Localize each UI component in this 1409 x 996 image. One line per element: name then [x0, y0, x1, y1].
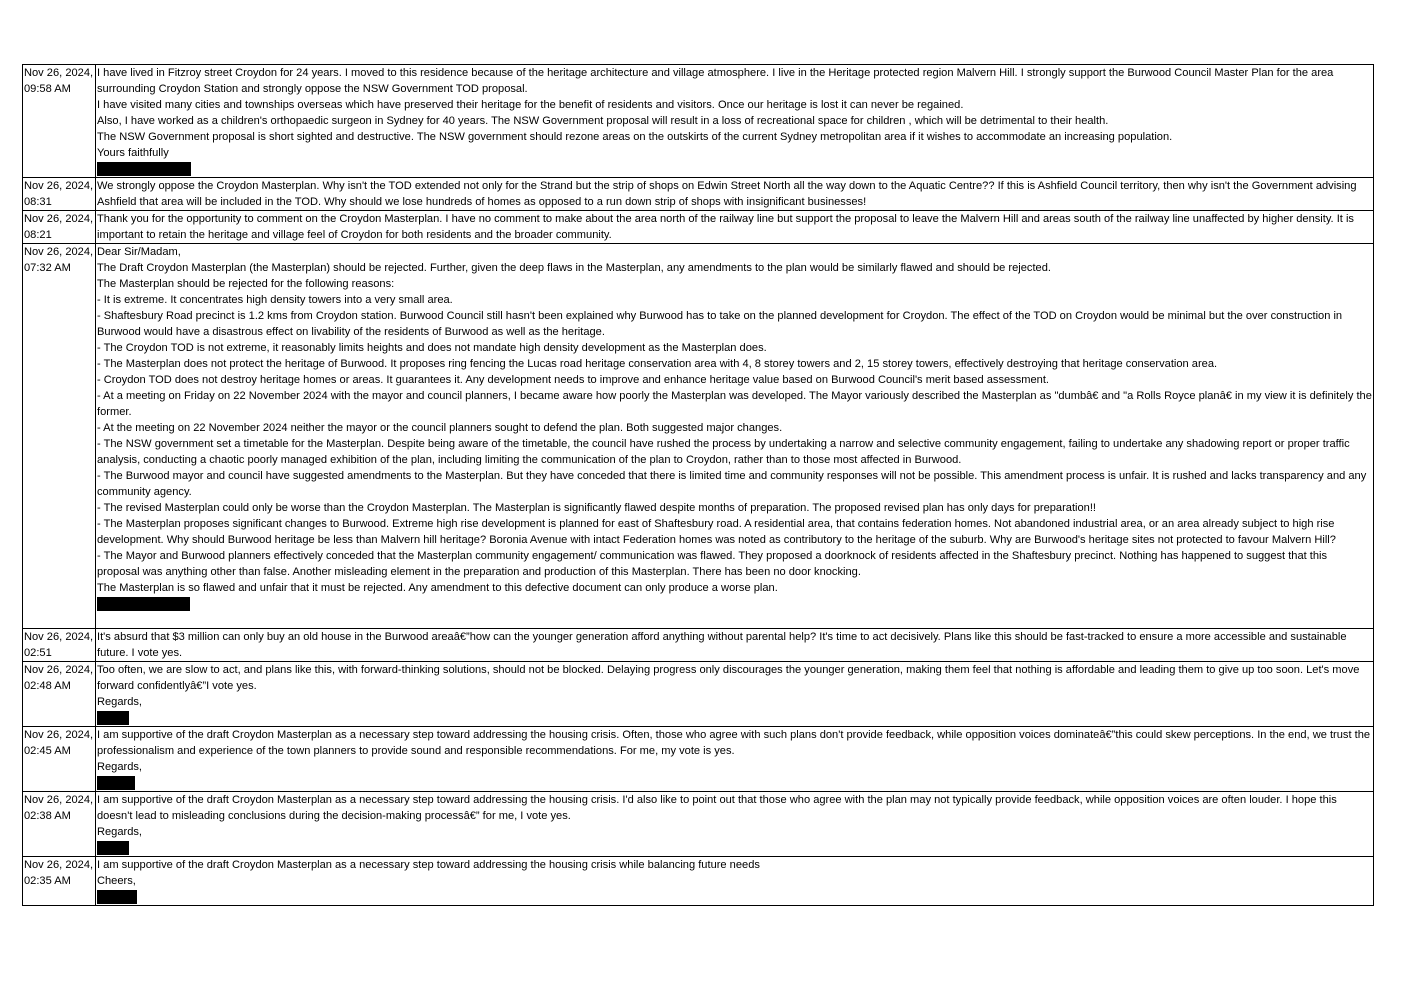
comment-line: Thank you for the opportunity to comment on the Croydon Masterplan. I have no comment to make about the area north of the railway line but support the proposal to leave the Malvern Hill and areas south of the railway line unaffected by higher density. It is important to retain the heritage and village feel of Croydon for both residents and the broader community. — [97, 213, 1354, 241]
comment-line: - The revised Masterplan could only be worse than the Croydon Masterplan. The Masterplan is significantly flawed despite months of preparation. The proposed revised plan has only days for preparation!! — [97, 502, 1096, 514]
redacted-name-block — [97, 711, 129, 725]
submissions-body — [23, 65, 1374, 906]
submission-row — [23, 244, 1374, 629]
submission-row — [23, 178, 1374, 211]
comment-line: - The Masterplan proposes significant changes to Burwood. Extreme high rise development is planned for east of Shaftesbury road. A residential area, that contains federation homes. Not abandoned industrial area, or an area already subject to high rise development. Why should Burwood heritage be less than Malvern hill heritage? Boronia Avenue with intact Federation homes was noted as contributory to the heritage of the suburb. Why are Burwood's heritage sites not protected to favour Malvern Hill? — [97, 518, 1336, 546]
submission-date: Nov 26, 2024, 07:32 AM — [23, 244, 96, 629]
comment-line: - Shaftesbury Road precinct is 1.2 kms from Croydon station. Burwood Council still hasn't been explained why Burwood has to take on the planned development for Croydon. The effect of the TOD on Croydon would be minimal but the over construction in Burwood would have a disastrous effect on livability of the residents of Burwood as well as the heritage. — [97, 310, 1343, 338]
comment-line: I have visited many cities and townships overseas which have preserved their heritage for the benefit of residents and visitors. Once our heritage is lost it can never be regained. — [97, 99, 964, 111]
comment-line: - At the meeting on 22 November 2024 neither the mayor or the council planners sought to defend the plan. Both suggested major changes. — [97, 422, 783, 434]
submission-date: Nov 26, 2024, 02:45 AM — [23, 727, 96, 792]
redacted-name-block — [97, 597, 190, 611]
comment-line: - Croydon TOD does not destroy heritage homes or areas. It guarantees it. Any development needs to improve and enhance heritage value based on Burwood Council's merit based assessment. — [97, 374, 1050, 386]
submission-comment — [96, 662, 1374, 727]
submission-comment — [96, 857, 1374, 906]
comment-line: - The NSW government set a timetable for the Masterplan. Despite being aware of the timetable, the council have rushed the process by undertaking a narrow and selective community engagement, failing to undertake any shadowing report or proper traffic analysis, conducting a chaotic poorly managed exhibition of the plan, including limiting the communication of the plan to Croydon, rather than to those most affected in Burwood. — [97, 438, 1350, 466]
comment-line: Cheers, — [97, 875, 136, 887]
submission-date: Nov 26, 2024, 08:31 — [23, 178, 96, 211]
comment-line: - The Mayor and Burwood planners effectively conceded that the Masterplan community engagement/ communication was flawed. They proposed a doorknock of residents affected in the Shaftesbury precinct. Nothing has happened to suggest that this proposal was anything other than false. Another misleading element in the preparation and production of this Masterplan. There has been no door knocking. — [97, 550, 1328, 578]
submission-row — [23, 629, 1374, 662]
comment-line: It's absurd that $3 million can only buy an old house in the Burwood areaâ€”how can the younger generation afford anything without parental help? It's time to act decisively. Plans like this should be fast-tracked to ensure a more accessible and sustainable future. I vote yes. — [97, 631, 1347, 659]
comment-line: - The Croydon TOD is not extreme, it reasonably limits heights and does not mandate high density development as the Masterplan does. — [97, 342, 767, 354]
submission-comment — [96, 629, 1374, 662]
comment-line: Regards, — [97, 826, 143, 838]
comment-line: The Draft Croydon Masterplan (the Masterplan) should be rejected. Further, given the deep flaws in the Masterplan, any amendments to the plan would be similarly flawed and should be rejected. — [97, 262, 1051, 274]
submission-row — [23, 727, 1374, 792]
submission-date: Nov 26, 2024, 02:35 AM — [23, 857, 96, 906]
comment-line: The Masterplan should be rejected for the following reasons: — [97, 278, 395, 290]
submission-date: Nov 26, 2024, 08:21 — [23, 211, 96, 244]
comment-line: Also, I have worked as a children's orthopaedic surgeon in Sydney for 40 years. The NSW Government proposal will result in a loss of recreational space for children , which will be detrimental to their health. — [97, 115, 1109, 127]
comment-line: The NSW Government proposal is short sighted and destructive. The NSW government should rezone areas on the outskirts of the current Sydney metropolitan area if it wishes to accommodate an increasing population. — [97, 131, 1173, 143]
submission-date: Nov 26, 2024, 02:38 AM — [23, 792, 96, 857]
submission-row — [23, 857, 1374, 906]
comment-line: I am supportive of the draft Croydon Masterplan as a necessary step toward addressing the housing crisis. Often, those who agree with such plans don't provide feedback, while opposition voices dominateâ€”this could skew perceptions. In the end, we trust the professionalism and experience of the town planners to provide sound and responsible recommendations. For me, my vote is yes. — [97, 729, 1371, 757]
comment-line: I have lived in Fitzroy street Croydon for 24 years. I moved to this residence because of the heritage architecture and village atmosphere. I live in the Heritage protected region Malvern Hill. I strongly support the Burwood Council Master Plan for the area surrounding Croydon Station and strongly oppose the NSW Government TOD proposal. — [97, 67, 1334, 95]
submission-date: Nov 26, 2024, 09:58 AM — [23, 65, 96, 178]
submission-date: Nov 26, 2024, 02:51 — [23, 629, 96, 662]
comment-line: - At a meeting on Friday on 22 November 2024 with the mayor and council planners, I became aware how poorly the Masterplan was developed. The Mayor variously described the Masterplan as "dumbâ€ and "a Rolls Royce planâ€ in my view it is definitely the former. — [97, 390, 1372, 418]
submission-comment — [96, 727, 1374, 792]
submission-comment — [96, 211, 1374, 244]
redacted-name-block — [97, 776, 135, 790]
submission-comment — [96, 65, 1374, 178]
submission-row — [23, 662, 1374, 727]
comment-line: Too often, we are slow to act, and plans like this, with forward-thinking solutions, should not be blocked. Delaying progress only discourages the younger generation, making them feel that nothing is affordable and leading them to give up too soon. Let's move forward confidentlyâ€”I vote yes. — [97, 664, 1360, 692]
comment-line: I am supportive of the draft Croydon Masterplan as a necessary step toward addressing the housing crisis. I'd also like to point out that those who agree with the plan may not typically provide feedback, while opposition voices are often louder. I hope this doesn't lead to misleading conclusions during the decision-making processâ€” for me, I vote yes. — [97, 794, 1337, 822]
redacted-name-block — [97, 162, 191, 176]
submission-comment — [96, 178, 1374, 211]
submissions-table — [22, 64, 1374, 906]
comment-line: The Masterplan is so flawed and unfair that it must be rejected. Any amendment to this defective document can only produce a worse plan. — [97, 582, 778, 594]
submission-comment — [96, 792, 1374, 857]
comment-line: - The Burwood mayor and council have suggested amendments to the Masterplan. But they have conceded that there is limited time and community responses will not be possible. This amendment process is unfair. It is rushed and lacks transparency and any community agency. — [97, 470, 1367, 498]
submission-date: Nov 26, 2024, 02:48 AM — [23, 662, 96, 727]
comment-line: - The Masterplan does not protect the heritage of Burwood. It proposes ring fencing the Lucas road heritage conservation area with 4, 8 storey towers and 2, 15 storey towers, effectively destroying that heritage conservation area. — [97, 358, 1218, 370]
comment-line: We strongly oppose the Croydon Masterplan. Why isn't the TOD extended not only for the Strand but the strip of shops on Edwin Street North all the way down to the Aquatic Centre?? If this is Ashfield Council territory, then why isn't the Government advising Ashfield that area will be included in the TOD. Why should we lose hundreds of homes as opposed to a run down strip of shops with insignificant businesses! — [97, 180, 1357, 208]
redacted-name-block — [97, 890, 137, 904]
comment-line: Dear Sir/Madam, — [97, 246, 181, 258]
comment-line: Regards, — [97, 696, 143, 708]
comment-line: I am supportive of the draft Croydon Masterplan as a necessary step toward addressing the housing crisis while balancing future needs — [97, 859, 760, 871]
submission-row — [23, 211, 1374, 244]
comment-line: - It is extreme. It concentrates high density towers into a very small area. — [97, 294, 453, 306]
submission-comment — [96, 244, 1374, 629]
redacted-name-block — [97, 841, 129, 855]
comment-line: Regards, — [97, 761, 143, 773]
submission-row — [23, 792, 1374, 857]
comment-line: Yours faithfully — [97, 147, 169, 159]
submission-row — [23, 65, 1374, 178]
